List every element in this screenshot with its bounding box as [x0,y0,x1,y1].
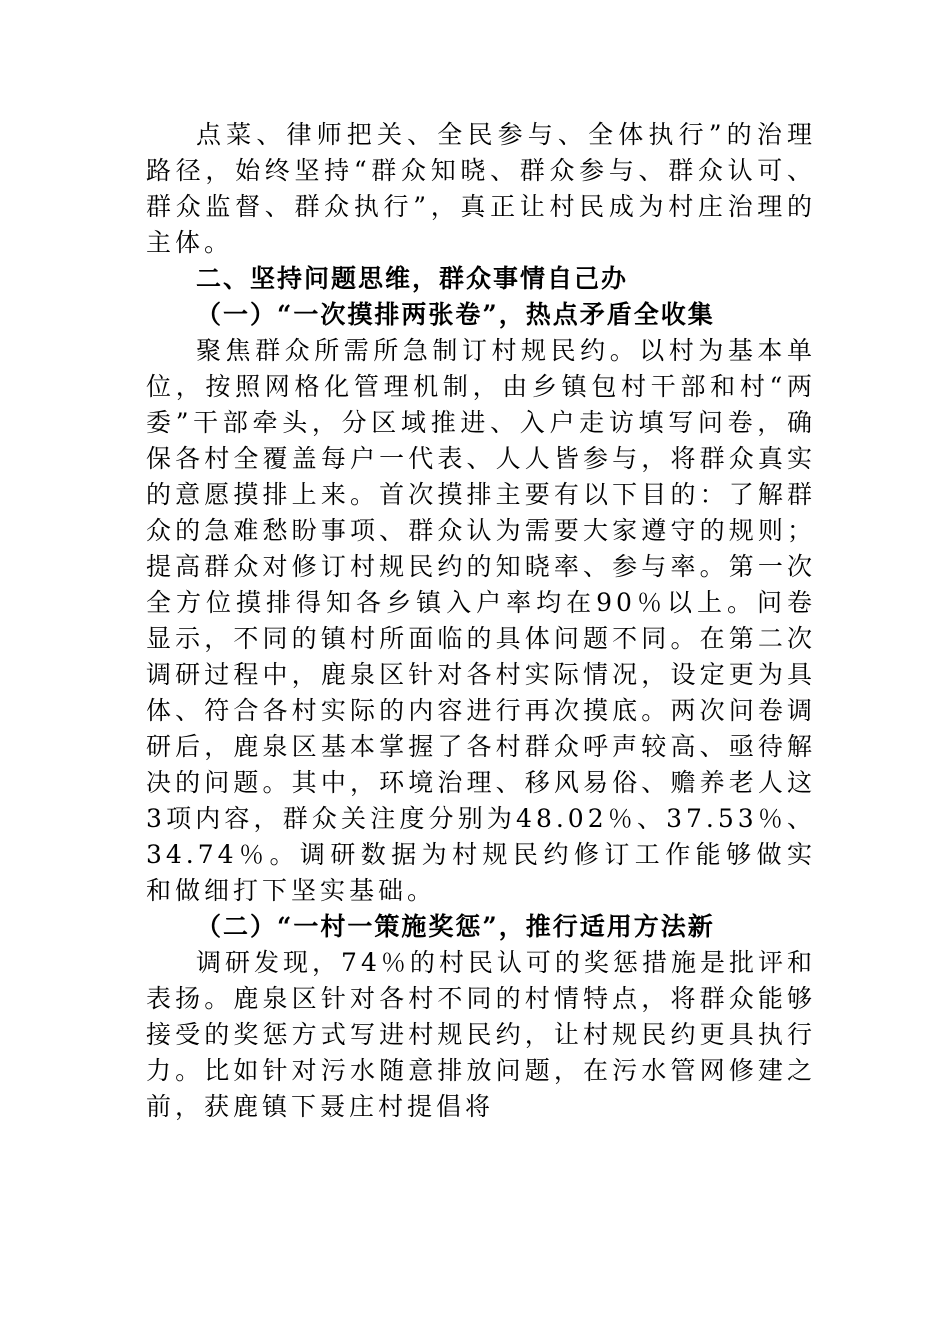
section-heading-problem-thinking: 二、坚持问题思维，群众事情自己办 [196,264,629,293]
paragraph-rewards-details: 调研发现，74％的村民认可的奖惩措施是批评和表扬。鹿泉区针对各村不同的村情特点，将群众能够接受的奖惩方式写进村规民约，让村规民约更具执行力。比如针对污水随意排放问题，在污水管网修建之前，获鹿镇下聂庄村提倡将 [146,948,816,1121]
paragraph-governance-path: 点菜、律师把关、全民参与、全体执行”的治理路径，始终坚持“群众知晓、群众参与、群众认可、群众监督、群众执行”，真正让村民成为村庄治理的主体。 [146,120,816,257]
paragraph-survey-details: 聚焦群众所需所急制订村规民约。以村为基本单位，按照网格化管理机制，由乡镇包村干部和村“两委”干部牵头，分区域推进、入户走访填写问卷，确保各村全覆盖每户一代表、人人皆参与，将群众真实的意愿摸排上来。首次摸排主要有以下目的：了解群众的急难愁盼事项、群众认为需要大家遵守的规则；提高群众对修订村规民约的知晓率、参与率。第一次全方位摸排得知各乡镇入户率均在90％以上。问卷显示，不同的镇村所面临的具体问题不同。在第二次调研过程中，鹿泉区针对各村实际情况，设定更为具体、符合各村实际的内容进行再次摸底。两次问卷调研后，鹿泉区基本掌握了各村群众呼声较高、亟待解决的问题。其中，环境治理、移风易俗、赡养老人这3项内容，群众关注度分别为48.02％、37.53％、34.74％。调研数据为村规民约修订工作能够做实和做细打下坚实基础。 [146,336,816,905]
subsection-heading-rewards: （二）“一村一策施奖惩”，推行适用方法新 [196,912,715,941]
subsection-heading-survey: （一）“一次摸排两张卷”，热点矛盾全收集 [196,300,715,329]
document-body [146,117,816,1125]
